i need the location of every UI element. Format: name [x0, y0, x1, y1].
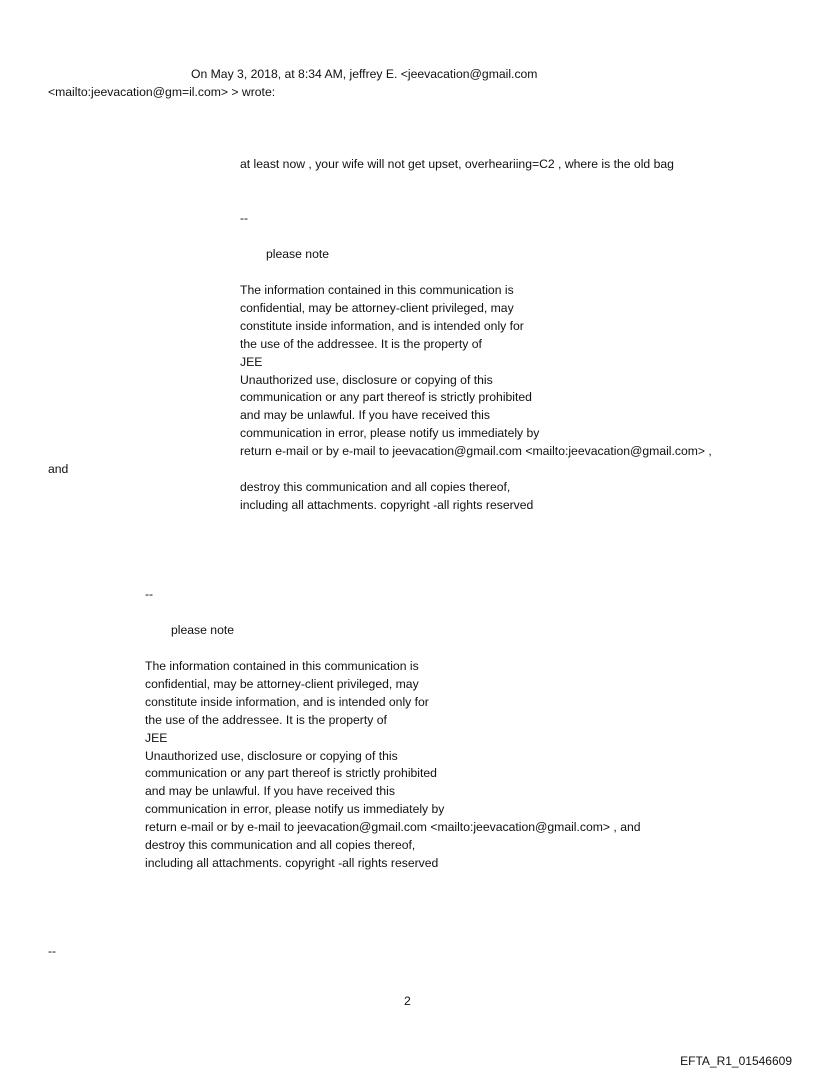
disclaimer-line: The information contained in this communication is — [240, 283, 514, 297]
disclaimer-line: constitute inside information, and is intended only for — [145, 694, 429, 709]
disclaimer-line: return e-mail or by e-mail to jeevacation@gmail.com <mailto:jeevacation@gmail.com> , — [240, 444, 712, 459]
signature-separator: -- — [145, 587, 154, 601]
disclaimer-line: communication in error, please notify us immediately by — [145, 802, 445, 817]
document-id: EFTA_R1_01546609 — [680, 1054, 792, 1068]
quoted-disclaimer-tail — [240, 479, 533, 515]
disclaimer-line: the use of the addressee. It is the property of — [145, 712, 387, 727]
signature-note-heading: please note — [171, 623, 235, 637]
disclaimer-line: and may be unlawful. If you have received this — [240, 408, 490, 423]
disclaimer-line: communication in error, please notify us immediately by — [240, 426, 540, 441]
page-number: 2 — [404, 994, 411, 1008]
quoted-separator: -- — [240, 211, 249, 225]
disclaimer-line: the use of the addressee. It is the property of — [240, 336, 482, 351]
disclaimer-line: and may be unlawful. If you have received this — [145, 784, 395, 799]
disclaimer-line: confidential, may be attorney-client privileged, may — [240, 300, 514, 315]
quoted-note-heading: please note — [266, 247, 330, 261]
disclaimer-line: The information contained in this communication is — [145, 659, 419, 673]
disclaimer-line: Unauthorized use, disclosure or copying of this — [145, 748, 398, 763]
email-header-line-1: On May 3, 2018, at 8:34 AM, jeffrey E. <jeevacation@gmail.com — [191, 67, 538, 81]
disclaimer-line: communication or any part thereof is strictly prohibited — [145, 766, 437, 781]
wrapped-word: and — [48, 462, 69, 476]
signature-disclaimer — [145, 658, 641, 873]
disclaimer-line: JEE — [240, 354, 263, 369]
disclaimer-line: destroy this communication and all copies thereof, — [145, 838, 416, 853]
disclaimer-line: including all attachments. copyright -all rights reserved — [145, 855, 439, 870]
disclaimer-line: including all attachments. copyright -all rights reserved — [240, 497, 534, 512]
disclaimer-line: JEE — [145, 730, 168, 745]
disclaimer-line: communication or any part thereof is strictly prohibited — [240, 390, 532, 405]
trailing-separator: -- — [48, 944, 57, 958]
quoted-disclaimer — [240, 282, 712, 461]
quoted-message-body: at least now , your wife will not get upset, overheariing=C2 , where is the old bag — [240, 157, 674, 171]
disclaimer-line: constitute inside information, and is intended only for — [240, 318, 524, 333]
disclaimer-line: confidential, may be attorney-client privileged, may — [145, 676, 419, 691]
disclaimer-line: destroy this communication and all copies thereof, — [240, 480, 511, 494]
disclaimer-line: return e-mail or by e-mail to jeevacation@gmail.com <mailto:jeevacation@gmail.com> , and — [145, 820, 641, 835]
email-header-line-2: <mailto:jeevacation@gm=il.com> > wrote: — [48, 85, 276, 99]
disclaimer-line: Unauthorized use, disclosure or copying of this — [240, 372, 493, 387]
